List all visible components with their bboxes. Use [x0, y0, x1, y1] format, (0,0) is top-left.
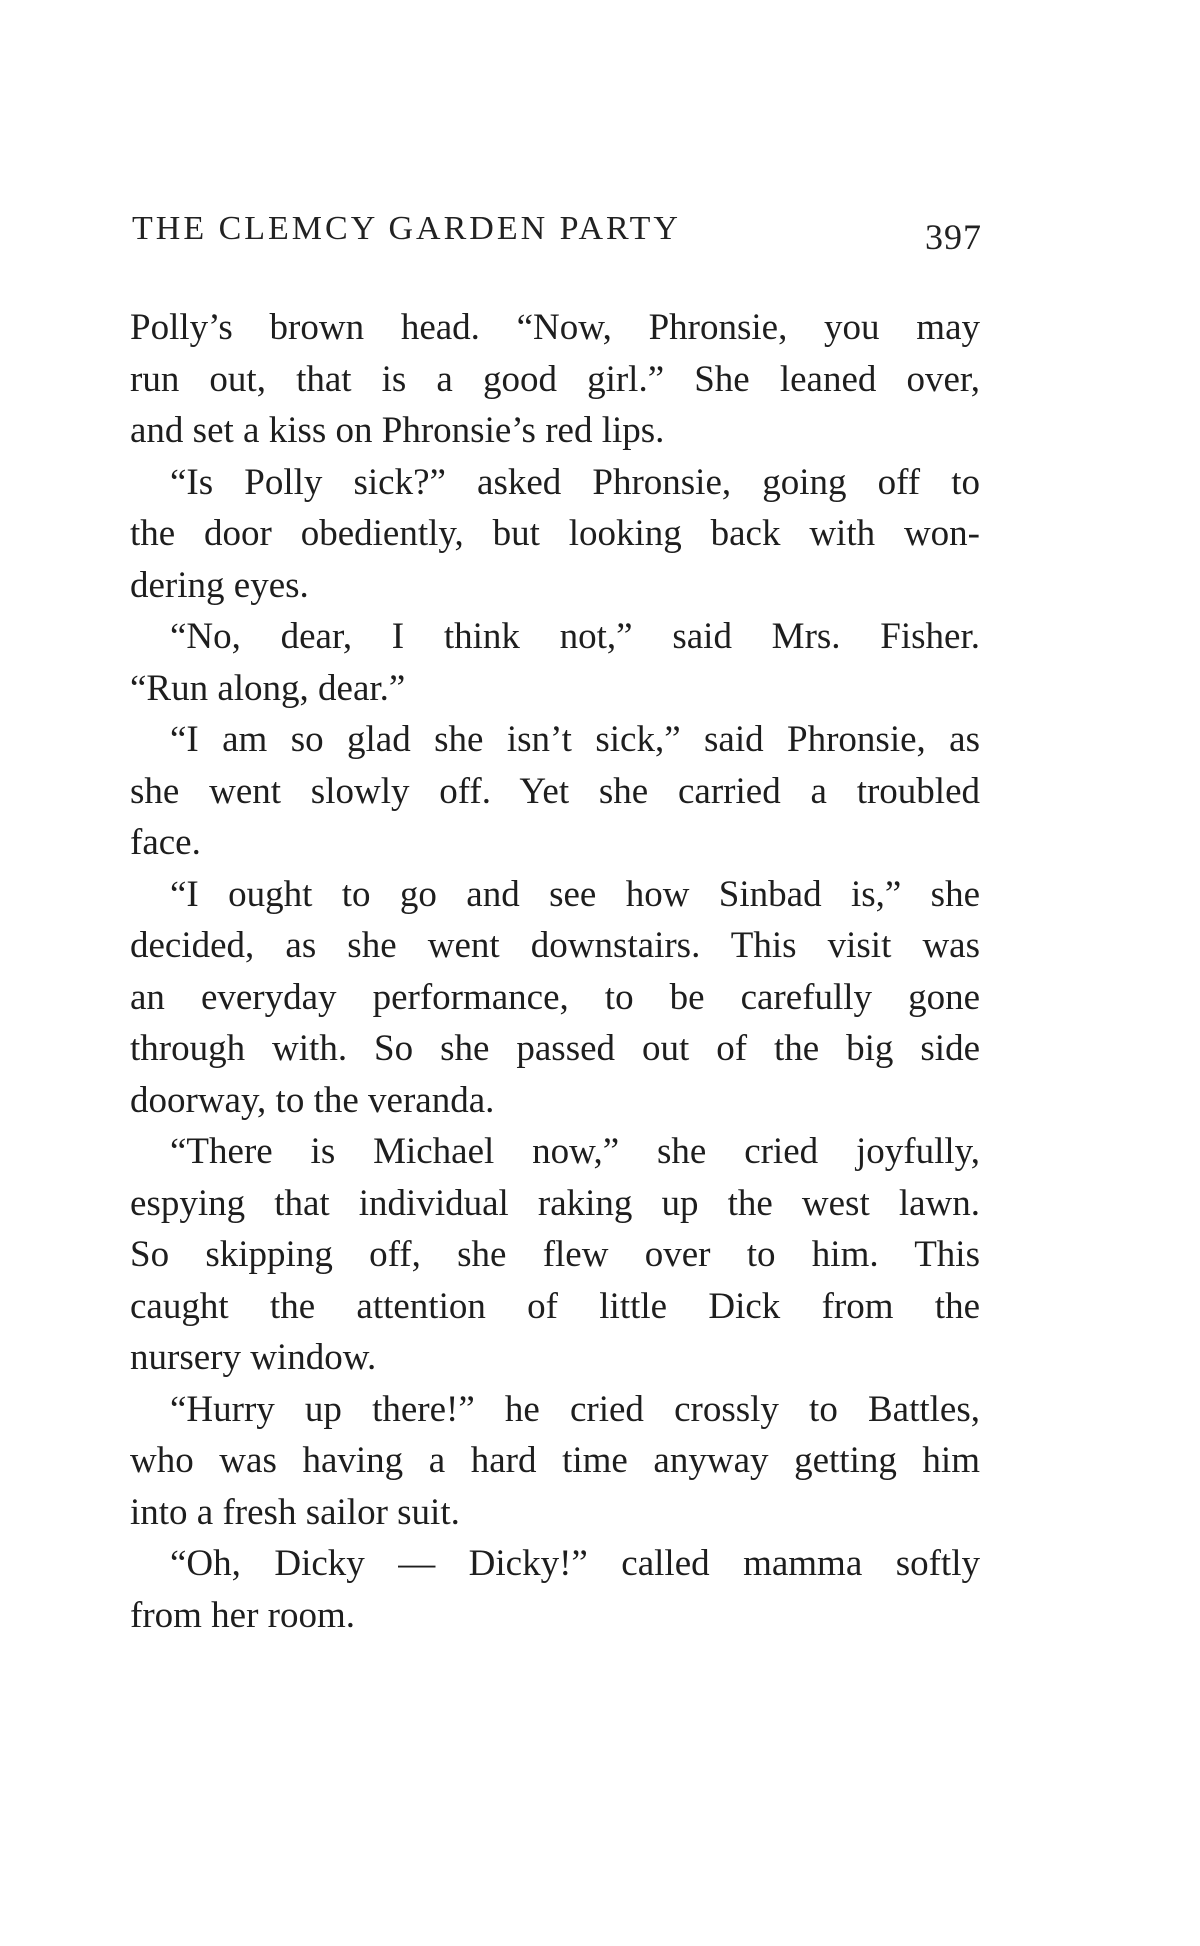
- text-line: “Hurry up there!” he cried crossly to Battles,: [170, 1388, 980, 1430]
- running-title: THE CLEMCY GARDEN PARTY: [132, 210, 681, 247]
- text-line: decided, as she went downstairs. This visit was: [130, 925, 980, 966]
- text-line: nursery window.: [130, 1337, 377, 1378]
- text-line: face.: [130, 822, 201, 863]
- text-line: an everyday performance, to be carefully gone: [130, 976, 980, 1018]
- text-line: run out, that is a good girl.” She leaned over,: [130, 358, 980, 400]
- body-text: [130, 302, 980, 1641]
- text-line: and set a kiss on Phronsie’s red lips.: [130, 410, 665, 451]
- text-line: who was having a hard time anyway getting him: [130, 1440, 980, 1481]
- text-line: “I ought to go and see how Sinbad is,” she: [170, 873, 980, 915]
- text-line: caught the attention of little Dick from the: [130, 1285, 980, 1327]
- text-line: dering eyes.: [130, 564, 309, 606]
- page-number: 397: [925, 217, 982, 257]
- text-line: Polly’s brown head. “Now, Phronsie, you may: [130, 307, 980, 348]
- text-line: from her room.: [130, 1594, 356, 1636]
- running-head: [132, 210, 982, 260]
- text-line: she went slowly off. Yet she carried a troubled: [130, 770, 980, 812]
- text-line: So skipping off, she flew over to him. This: [130, 1234, 980, 1275]
- text-line: “Oh, Dicky — Dicky!” called mamma softly: [170, 1543, 980, 1584]
- text-line: “Is Polly sick?” asked Phronsie, going off to: [170, 461, 980, 503]
- text-line: the door obediently, but looking back with won-: [130, 513, 980, 554]
- text-line: “Run along, dear.”: [130, 667, 406, 709]
- text-line: through with. So she passed out of the big side: [130, 1028, 980, 1069]
- text-line: “I am so glad she isn’t sick,” said Phronsie, as: [170, 719, 980, 760]
- text-line: espying that individual raking up the west lawn.: [130, 1182, 980, 1224]
- text-line: doorway, to the veranda.: [130, 1079, 495, 1121]
- text-line: “No, dear, I think not,” said Mrs. Fisher.: [170, 616, 980, 657]
- text-line: “There is Michael now,” she cried joyfully,: [170, 1131, 980, 1172]
- text-line: into a fresh sailor suit.: [130, 1491, 460, 1533]
